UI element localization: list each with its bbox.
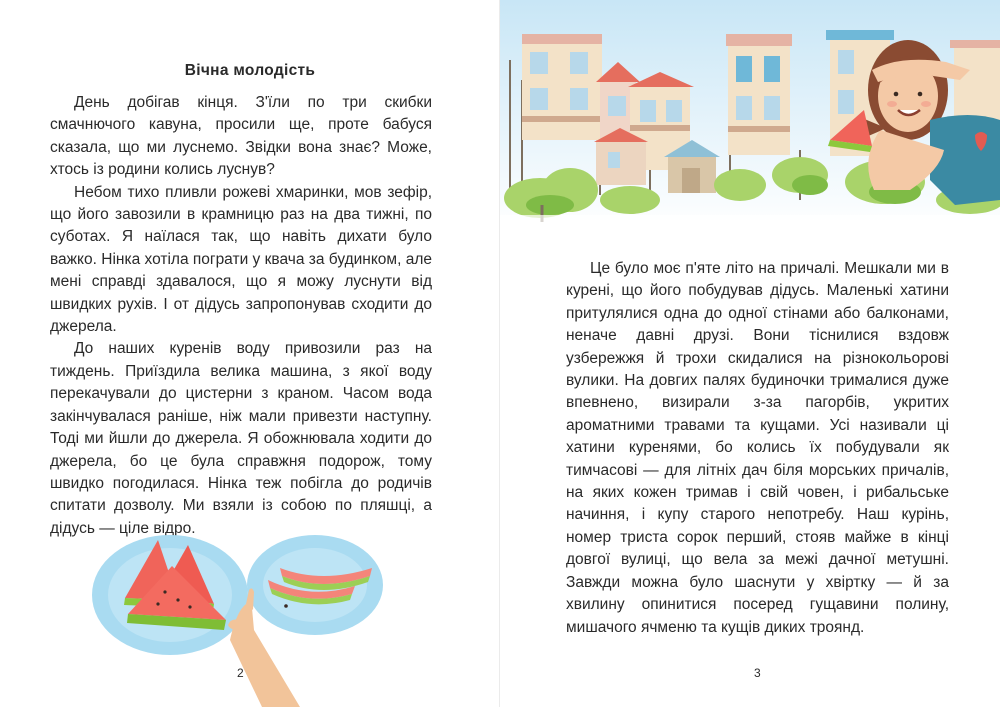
page-number: 2: [237, 666, 244, 680]
paragraph: Це було моє п'яте літо на причалі. Мешкали ми в курені, що його побудував дідусь. Маленькі хатини притулялися одна до одної стінами або балконами, неначе давні друзі. Вони тіснилися вздовж узбережжя й трохи скидалися на різнокольорові вулики. На довгих палях будиночки трималися дуже впевнено, визирали з-за пагорбів, укритих ароматними травами та кущами. Усі називали ці хатини куренями, бо колись їх побудували як тимчасові — для літніх дач біля морських причалів, на яких кожен тримав і свій човен, і рибальське начиння, і купу старого непотребу. Наш курінь, номер триста сорок перший, стояв майже в кінці довгої вулиці, що вела за межі дачної метушні. Завжди можна було шаснути у хвіртку — й за хвилину опинитися посеред гущавини полину, мишачого ячменю та кущів диких троянд.: [566, 260, 949, 636]
right-page-text: [566, 258, 949, 639]
house: [522, 34, 602, 140]
house: [726, 34, 792, 155]
paragraph: Небом тихо пливли рожеві хмаринки, мов зефір, що його завозили в крамницю раз на два тижні, по суботах. Я наїлася так, що навіть дихати було важко. Нінка хотіла пограти у квача за будинком, але мені справді здавалося, що я можу луснути від швидких рухів. І от дідусь запропонував сходити до джерела.: [50, 183, 432, 336]
houses-and-girl-illustration: [500, 0, 1000, 240]
chapter-title: Вічна молодість: [184, 62, 316, 79]
page-number: 3: [754, 666, 761, 680]
paragraph: До наших куренів воду привозили раз на тиждень. Приїздила велика машина, з якої воду перекачували до цистерни з краном. Часом вода закінчувалася раніше, ніж мали привезти наступну. Тоді ми йшли до джерела. Я обожнювала ходити до джерела, бо це була справжня подорож, тому швидко погодилася. Нінка теж побігла до родичів спитати дозволу. Ми взяли із собою по пляшці, а дідусь — ціле відро.: [50, 340, 432, 537]
paragraph: День добігав кінця. З'їли по три скибки смачнючого кавуна, просили ще, проте бабуся сказала, що ми луснемо. Звідки вона знає? Може, хтось із родини колись луснув?: [50, 94, 432, 179]
right-page: [500, 0, 1000, 707]
